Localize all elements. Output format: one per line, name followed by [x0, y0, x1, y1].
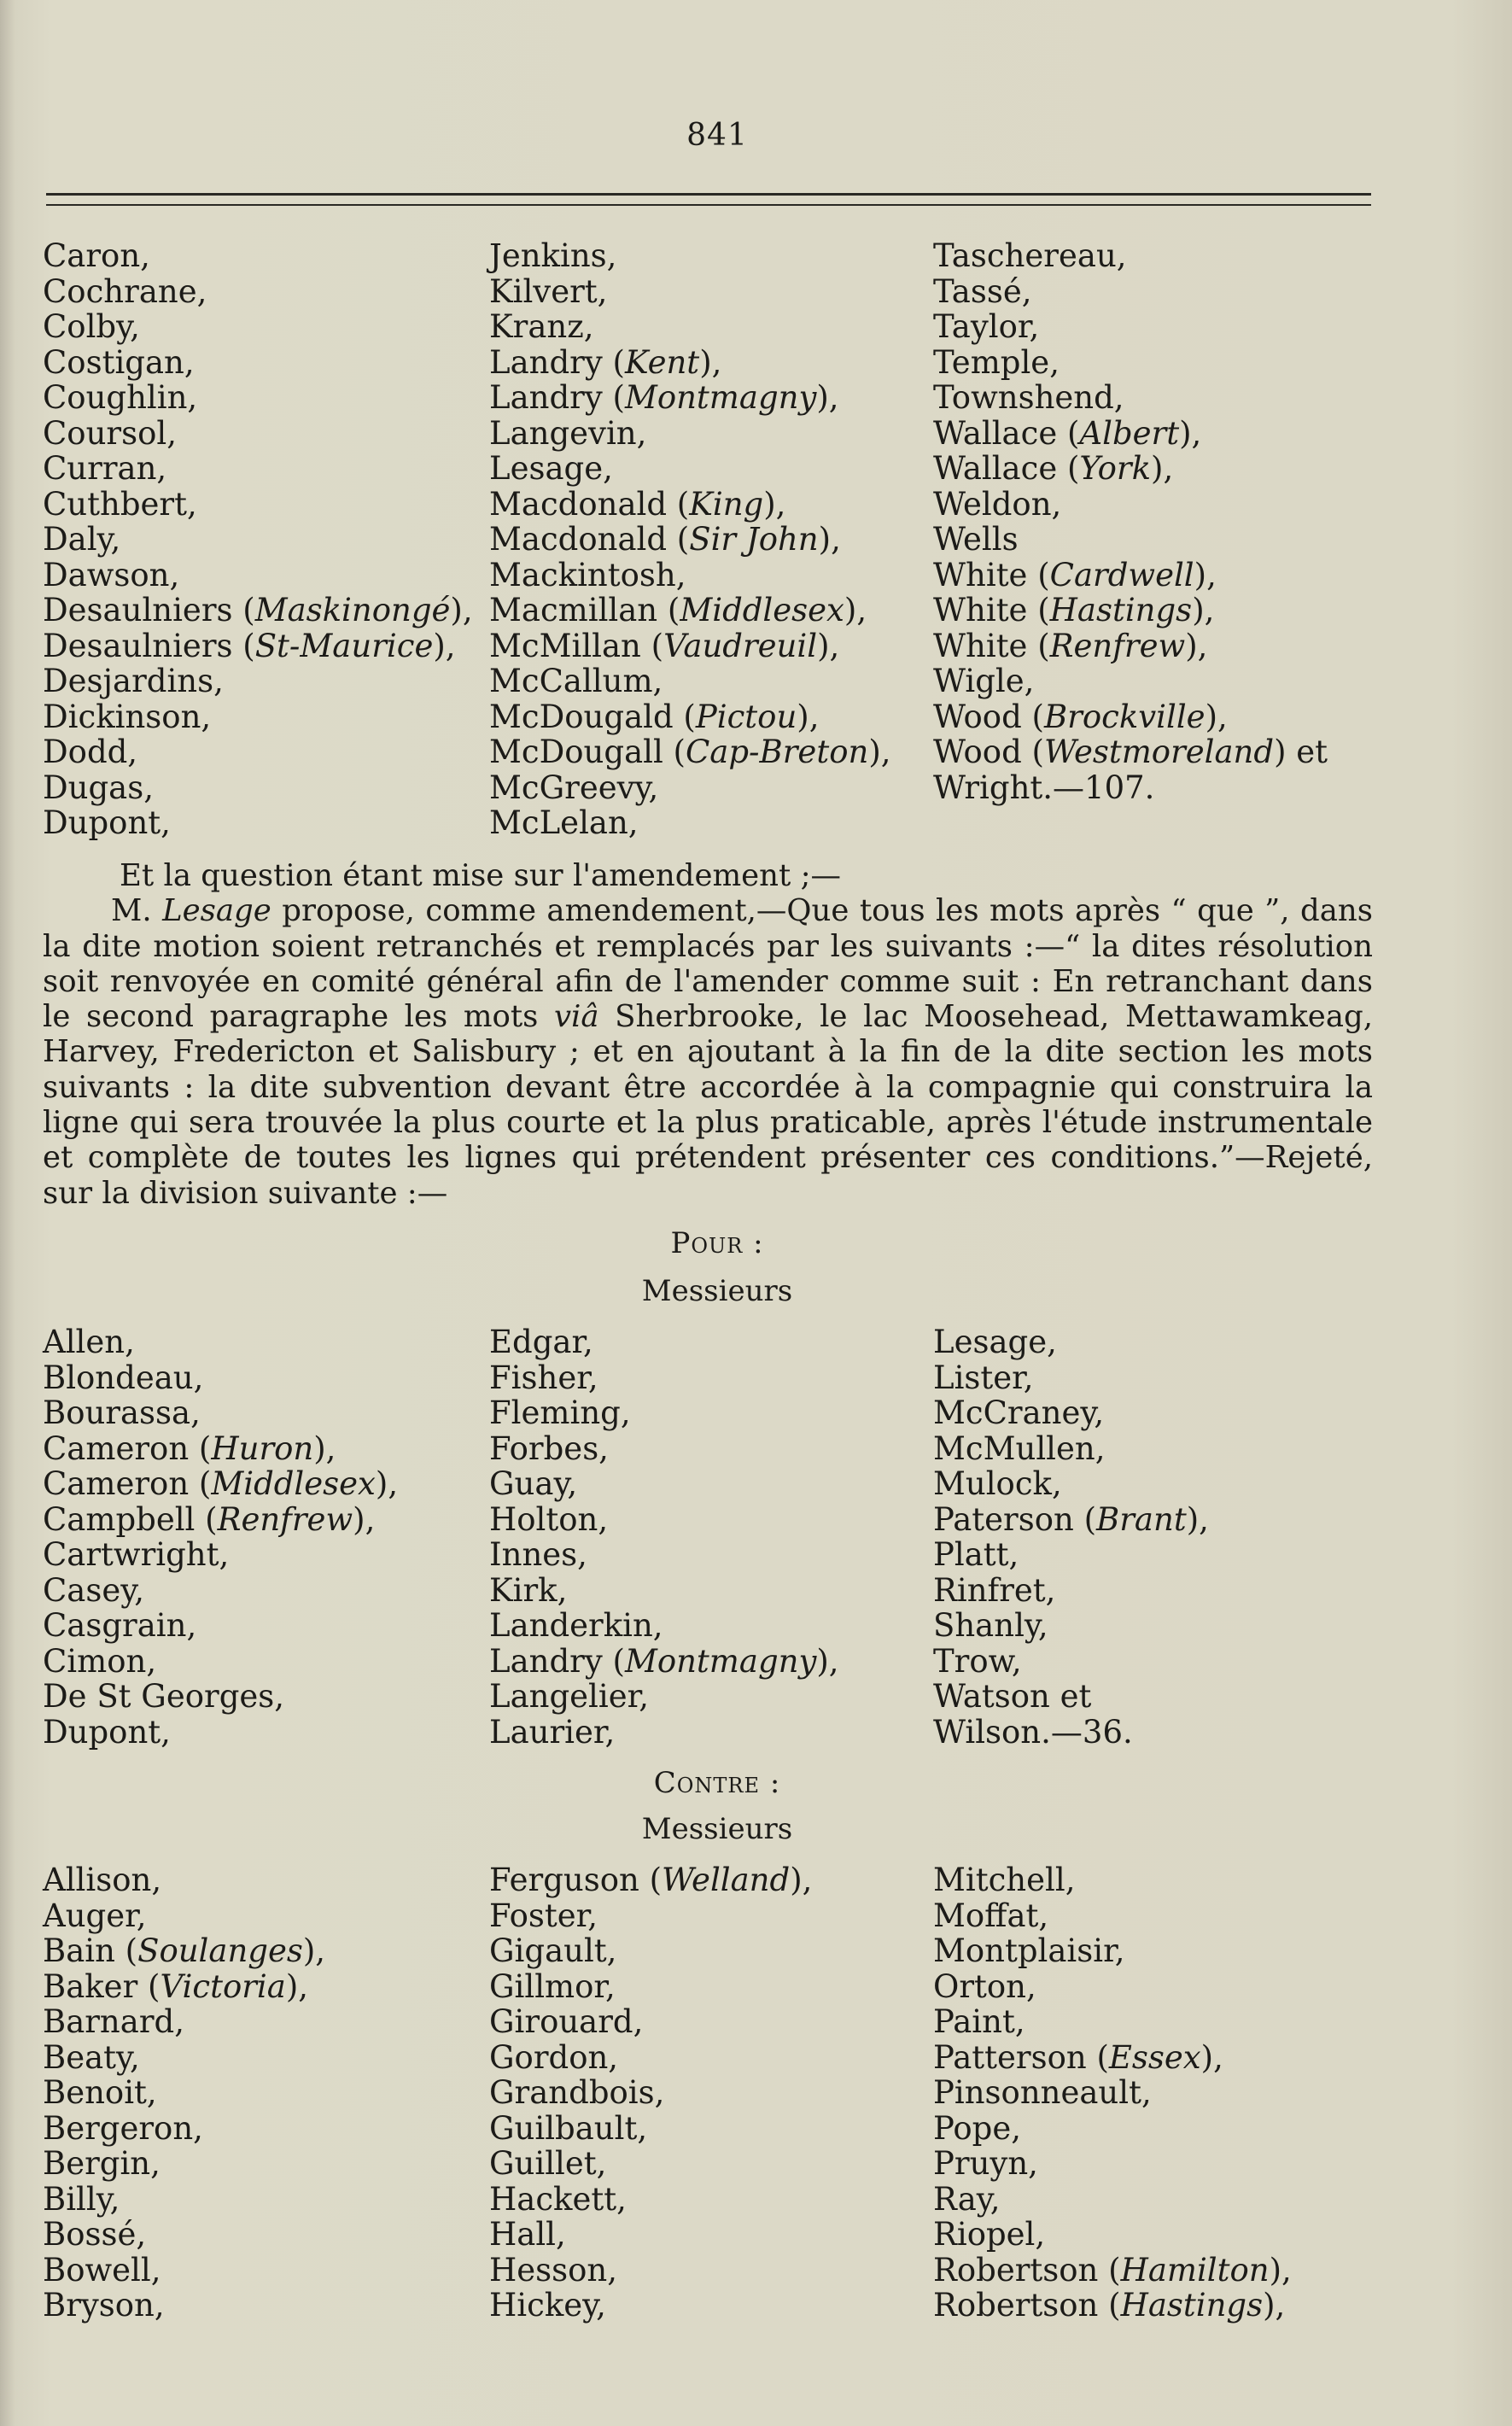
pour-subheading: Messieurs — [641, 1274, 793, 1308]
member-name: Desaulniers (St-Maurice), — [43, 627, 456, 664]
member-name: Mulock, — [933, 1465, 1062, 1502]
member-name: Laurier, — [489, 1713, 616, 1751]
member-name: Langelier, — [489, 1678, 649, 1715]
member-name: Mackintosh, — [489, 556, 686, 593]
motion-text — [43, 858, 1373, 1211]
amendment-prefix: M. — [111, 893, 152, 929]
vote-list-continued — [43, 238, 1392, 841]
contre-column-1 — [43, 1862, 489, 2324]
member-name: Cartwright, — [43, 1536, 230, 1573]
member-name: White (Renfrew), — [933, 627, 1208, 664]
member-name: Watson et — [933, 1678, 1092, 1715]
member-name: Robertson (Hastings), — [933, 2287, 1286, 2324]
amendment-paragraph — [43, 893, 1373, 1211]
pour-column-2 — [489, 1324, 933, 1750]
member-name: Coursol, — [43, 414, 177, 452]
member-name: Landerkin, — [489, 1607, 663, 1644]
member-name: Wood (Brockville), — [933, 698, 1228, 735]
member-name: Wright.—107. — [933, 769, 1155, 806]
member-name: Caron, — [43, 237, 150, 274]
names-column-2 — [489, 238, 933, 841]
member-name: Fleming, — [489, 1394, 631, 1431]
names-column-3 — [933, 238, 1392, 841]
member-name: Landry (Montmagny), — [489, 1642, 839, 1680]
member-name: McGreevy, — [489, 769, 659, 806]
member-name: Allison, — [43, 1862, 162, 1898]
member-name: Wigle, — [933, 663, 1035, 699]
member-name: Foster, — [489, 1897, 598, 1934]
member-name: Macdonald (Sir John), — [489, 521, 841, 558]
names-column-1 — [43, 238, 489, 841]
member-name: Bergeron, — [43, 2109, 203, 2147]
member-name: Guillet, — [489, 2145, 607, 2182]
member-name: Billy, — [43, 2180, 120, 2218]
member-name: Trow, — [933, 1642, 1022, 1680]
member-name: Cameron (Middlesex), — [43, 1465, 399, 1502]
member-name: Ferguson (Welland), — [489, 1862, 813, 1898]
member-name: Kranz, — [489, 308, 594, 345]
amendment-text-b: Sherbrooke, le lac Moosehead, Mettawamkeag, Harvey, Fredericton et Salisbury ; et en ajoutant à la fin de la dite section les mots suivants : la dite subvention devant être accordée à la compagnie qui construira la ligne qui sera trouvée la plus courte et la plus praticable, après l'étude instrumentale et complète de toutes les lignes qui prétendent présenter ces conditions.”—Rejeté, sur la division suivante :— — [43, 999, 1373, 1211]
member-name: Allen, — [43, 1324, 135, 1360]
member-name: Edgar, — [489, 1324, 593, 1360]
member-name: McLelan, — [489, 804, 639, 841]
member-name: Gigault, — [489, 1932, 617, 1969]
member-name: Moffat, — [933, 1897, 1049, 1934]
member-name: Costigan, — [43, 343, 195, 381]
contre-list — [43, 1862, 1392, 2324]
member-name: Robertson (Hamilton), — [933, 2251, 1292, 2289]
member-name: Shanly, — [933, 1607, 1048, 1644]
member-name: Wilson.—36. — [933, 1713, 1133, 1751]
member-name: Bain (Soulanges), — [43, 1932, 326, 1969]
member-name: Dupont, — [43, 804, 171, 841]
question-paragraph: Et la question étant mise sur l'amendement ;— — [120, 858, 842, 893]
member-name: Macmillan (Middlesex), — [489, 592, 867, 628]
member-name: Casey, — [43, 1571, 145, 1609]
member-name: White (Hastings), — [933, 592, 1215, 628]
member-name: Guay, — [489, 1465, 578, 1502]
member-name: Landry (Montmagny), — [489, 379, 839, 416]
member-name: McDougald (Pictou), — [489, 698, 820, 735]
member-name: McDougall (Cap-Breton), — [489, 734, 891, 770]
member-name: Cameron (Huron), — [43, 1429, 336, 1467]
member-name: Mitchell, — [933, 1862, 1076, 1898]
member-name: Dodd, — [43, 734, 138, 770]
member-name: Kilvert, — [489, 272, 608, 310]
member-name: Montplaisir, — [933, 1932, 1125, 1969]
member-name: Colby, — [43, 308, 140, 345]
member-name: Weldon, — [933, 485, 1062, 523]
member-name: Casgrain, — [43, 1607, 197, 1644]
member-name: Guilbault, — [489, 2109, 648, 2147]
member-name: Macdonald (King), — [489, 485, 786, 523]
member-name: Bowell, — [43, 2251, 161, 2289]
member-name: Pinsonneault, — [933, 2074, 1152, 2111]
member-name: Hall, — [489, 2216, 566, 2253]
member-name: Pruyn, — [933, 2145, 1038, 2182]
member-name: Kirk, — [489, 1571, 568, 1609]
member-name: Riopel, — [933, 2216, 1046, 2253]
contre-column-3 — [933, 1862, 1392, 2324]
member-name: Paterson (Brant), — [933, 1500, 1209, 1538]
member-name: Temple, — [933, 343, 1060, 381]
member-name: Paint, — [933, 2003, 1025, 2040]
member-name: Grandbois, — [489, 2074, 665, 2111]
member-name: Cuthbert, — [43, 485, 197, 523]
member-name: Dugas, — [43, 769, 154, 806]
member-name: Innes, — [489, 1536, 587, 1573]
header-rule — [46, 193, 1371, 206]
member-name: Taylor, — [933, 308, 1040, 345]
member-name: Barnard, — [43, 2003, 184, 2040]
member-name: Desjardins, — [43, 663, 224, 699]
member-name: Girouard, — [489, 2003, 644, 2040]
member-name: Campbell (Renfrew), — [43, 1500, 376, 1538]
member-name: Patterson (Essex), — [933, 2038, 1223, 2076]
member-name: Blondeau, — [43, 1359, 204, 1396]
member-name: Bossé, — [43, 2216, 147, 2253]
member-name: Cimon, — [43, 1642, 157, 1680]
pour-heading: Pour : — [670, 1226, 764, 1260]
member-name: De St Georges, — [43, 1678, 285, 1715]
pour-column-3 — [933, 1324, 1392, 1750]
member-name: Lesage, — [933, 1324, 1057, 1360]
member-name: Bergin, — [43, 2145, 161, 2182]
member-name: Hackett, — [489, 2180, 627, 2218]
amendment-mover: Lesage — [162, 893, 271, 929]
member-name: Fisher, — [489, 1359, 598, 1396]
member-name: Dawson, — [43, 556, 180, 593]
member-name: Jenkins, — [489, 237, 617, 274]
member-name: Gillmor, — [489, 1967, 616, 2005]
member-name: Wallace (York), — [933, 450, 1174, 487]
member-name: Gordon, — [489, 2038, 619, 2076]
member-name: Daly, — [43, 521, 121, 558]
member-name: Ray, — [933, 2180, 1001, 2218]
member-name: Bourassa, — [43, 1394, 201, 1431]
member-name: McCraney, — [933, 1394, 1105, 1431]
member-name: Dupont, — [43, 1713, 171, 1751]
member-name: Cochrane, — [43, 272, 207, 310]
member-name: McMillan (Vaudreuil), — [489, 627, 840, 664]
member-name: Desaulniers (Maskinongé), — [43, 592, 473, 628]
page-number: 841 — [686, 118, 748, 153]
contre-heading: Contre : — [653, 1766, 781, 1800]
member-name: Hickey, — [489, 2287, 606, 2324]
amendment-via: viâ — [553, 999, 599, 1035]
member-name: Benoit, — [43, 2074, 157, 2111]
member-name: Tassé, — [933, 272, 1032, 310]
member-name: Hesson, — [489, 2251, 618, 2289]
contre-subheading: Messieurs — [641, 1812, 793, 1846]
member-name: Bryson, — [43, 2287, 165, 2324]
member-name: Wallace (Albert), — [933, 414, 1202, 452]
member-name: Townshend, — [933, 379, 1124, 416]
member-name: Wells — [933, 521, 1019, 558]
member-name: Lesage, — [489, 450, 613, 487]
member-name: Wood (Westmoreland) et — [933, 734, 1328, 770]
member-name: Lister, — [933, 1359, 1034, 1396]
pour-column-1 — [43, 1324, 489, 1750]
member-name: White (Cardwell), — [933, 556, 1217, 593]
member-name: Landry (Kent), — [489, 343, 722, 381]
member-name: Auger, — [43, 1897, 147, 1934]
amendment-text-a: propose, comme amendement,—Que tous les mots après “ que ”, dans la dite motion soient retranchés et remplacés par les suivants :—“ la dites résolution soit renvoyée en comité général afin de l'amender comme suit : En retranchant dans le second paragraphe les mots — [43, 893, 1373, 1035]
member-name: McMullen, — [933, 1429, 1106, 1467]
member-name: Beaty, — [43, 2038, 140, 2076]
member-name: Taschereau, — [933, 237, 1127, 274]
member-name: McCallum, — [489, 663, 663, 699]
member-name: Curran, — [43, 450, 167, 487]
member-name: Coughlin, — [43, 379, 198, 416]
member-name: Holton, — [489, 1500, 609, 1538]
member-name: Orton, — [933, 1967, 1036, 2005]
member-name: Pope, — [933, 2109, 1022, 2147]
member-name: Langevin, — [489, 414, 647, 452]
member-name: Platt, — [933, 1536, 1019, 1573]
member-name: Rinfret, — [933, 1571, 1056, 1609]
member-name: Baker (Victoria), — [43, 1967, 309, 2005]
member-name: Dickinson, — [43, 698, 212, 735]
member-name: Forbes, — [489, 1429, 609, 1467]
contre-column-2 — [489, 1862, 933, 2324]
pour-list — [43, 1324, 1392, 1750]
